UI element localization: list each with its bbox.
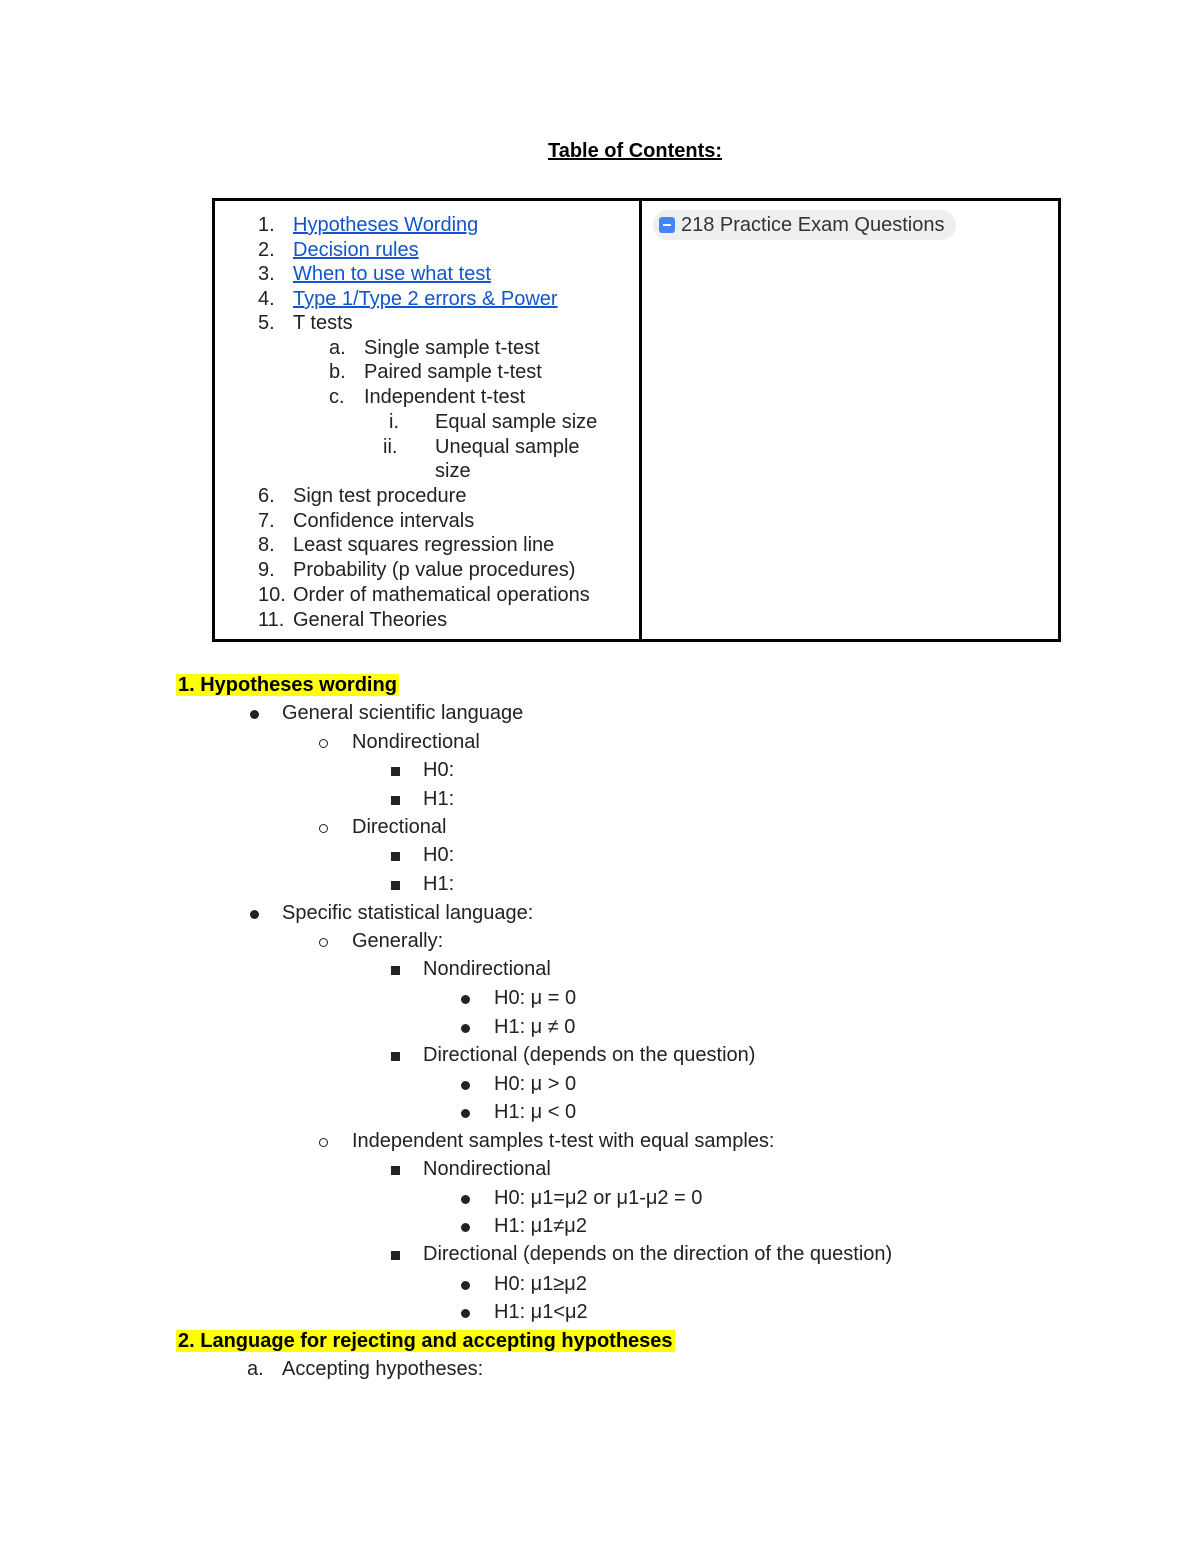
bullet-circle-icon [319,1138,328,1147]
list-item: Independent samples t-test with equal samples: [352,1130,775,1152]
list-item: Nondirectional [423,1158,551,1180]
bullet-disc-icon [461,1281,470,1290]
toc-num: 11. [258,609,285,631]
bullet-circle-icon [319,938,328,947]
toc-item: Equal sample size [435,411,598,433]
list-item: Generally: [352,930,444,952]
list-item: H0: μ = 0 [494,987,577,1009]
toc-link-decision-rules[interactable]: Decision rules [293,239,419,261]
toc-num: 7. [258,510,275,532]
list-item: Nondirectional [352,731,480,753]
list-item: Specific statistical language: [282,902,534,924]
bullet-disc-icon [461,995,470,1004]
list-item: Accepting hypotheses: [282,1358,484,1380]
file-chip[interactable] [653,210,956,240]
bullet-circle-icon [319,824,328,833]
bullet-disc-icon [461,1081,470,1090]
bullet-disc-icon [461,1024,470,1033]
toc-item: Paired sample t-test [364,361,542,383]
toc-side-panel [642,201,1058,639]
list-item: H0: [423,759,455,781]
toc-num: 3. [258,263,275,285]
table-of-contents [212,198,1061,642]
list-item: H1: μ1<μ2 [494,1301,588,1323]
toc-item: Confidence intervals [293,510,475,532]
toc-item: Least squares regression line [293,534,555,556]
toc-link-when-to-use[interactable]: When to use what test [293,263,491,285]
list-item: General scientific language [282,702,524,724]
toc-item: size [435,460,471,482]
list-item: H0: μ1≥μ2 [494,1273,587,1295]
toc-item: Single sample t-test [364,337,540,359]
file-chip-label: 218 Practice Exam Questions [681,213,945,236]
list-marker: a. [247,1358,264,1380]
toc-num: 1. [258,214,275,236]
section-heading-2: 2. Language for rejecting and accepting hypotheses [178,1330,673,1352]
bullet-disc-icon [250,710,259,719]
bullet-square-icon [391,1052,400,1061]
toc-num: ii. [383,436,398,458]
toc-item: Probability (p value procedures) [293,559,576,581]
toc-item: Independent t-test [364,386,526,408]
toc-list [215,201,642,639]
bullet-square-icon [391,767,400,776]
bullet-disc-icon [461,1309,470,1318]
bullet-circle-icon [319,739,328,748]
toc-link-errors-power[interactable]: Type 1/Type 2 errors & Power [293,288,558,310]
toc-num: 9. [258,559,275,581]
toc-num: c. [329,386,345,408]
page-title: Table of Contents: [547,140,723,162]
bullet-disc-icon [250,910,259,919]
toc-num: 2. [258,239,275,261]
list-item: H1: μ ≠ 0 [494,1016,576,1038]
bullet-disc-icon [461,1195,470,1204]
toc-num: 5. [258,312,275,334]
document-icon [659,217,675,233]
toc-num: a. [329,337,346,359]
list-item: Directional [352,816,447,838]
section-heading-1: 1. Hypotheses wording [178,674,397,696]
bullet-square-icon [391,852,400,861]
toc-num: 4. [258,288,275,310]
toc-num: 8. [258,534,275,556]
list-item: H1: μ < 0 [494,1101,577,1123]
bullet-square-icon [391,1166,400,1175]
toc-item: General Theories [293,609,448,631]
list-item: H1: [423,873,455,895]
toc-item: T tests [293,312,353,334]
toc-num: i. [389,411,399,433]
toc-num: 6. [258,485,275,507]
bullet-square-icon [391,796,400,805]
bullet-disc-icon [461,1223,470,1232]
list-item: H0: μ1=μ2 or μ1-μ2 = 0 [494,1187,703,1209]
list-item: Nondirectional [423,958,551,980]
toc-item: Order of mathematical operations [293,584,590,606]
toc-item: Sign test procedure [293,485,467,507]
toc-num: b. [329,361,346,383]
list-item: H1: μ1≠μ2 [494,1215,587,1237]
list-item: Directional (depends on the direction of the question) [423,1243,893,1265]
list-item: Directional (depends on the question) [423,1044,756,1066]
toc-item: Unequal sample [435,436,580,458]
list-item: H0: μ > 0 [494,1073,577,1095]
bullet-square-icon [391,1251,400,1260]
list-item: H0: [423,844,455,866]
bullet-square-icon [391,966,400,975]
list-item: H1: [423,788,455,810]
toc-link-hypotheses[interactable]: Hypotheses Wording [293,214,479,236]
bullet-disc-icon [461,1109,470,1118]
bullet-square-icon [391,881,400,890]
toc-num: 10. [258,584,286,606]
